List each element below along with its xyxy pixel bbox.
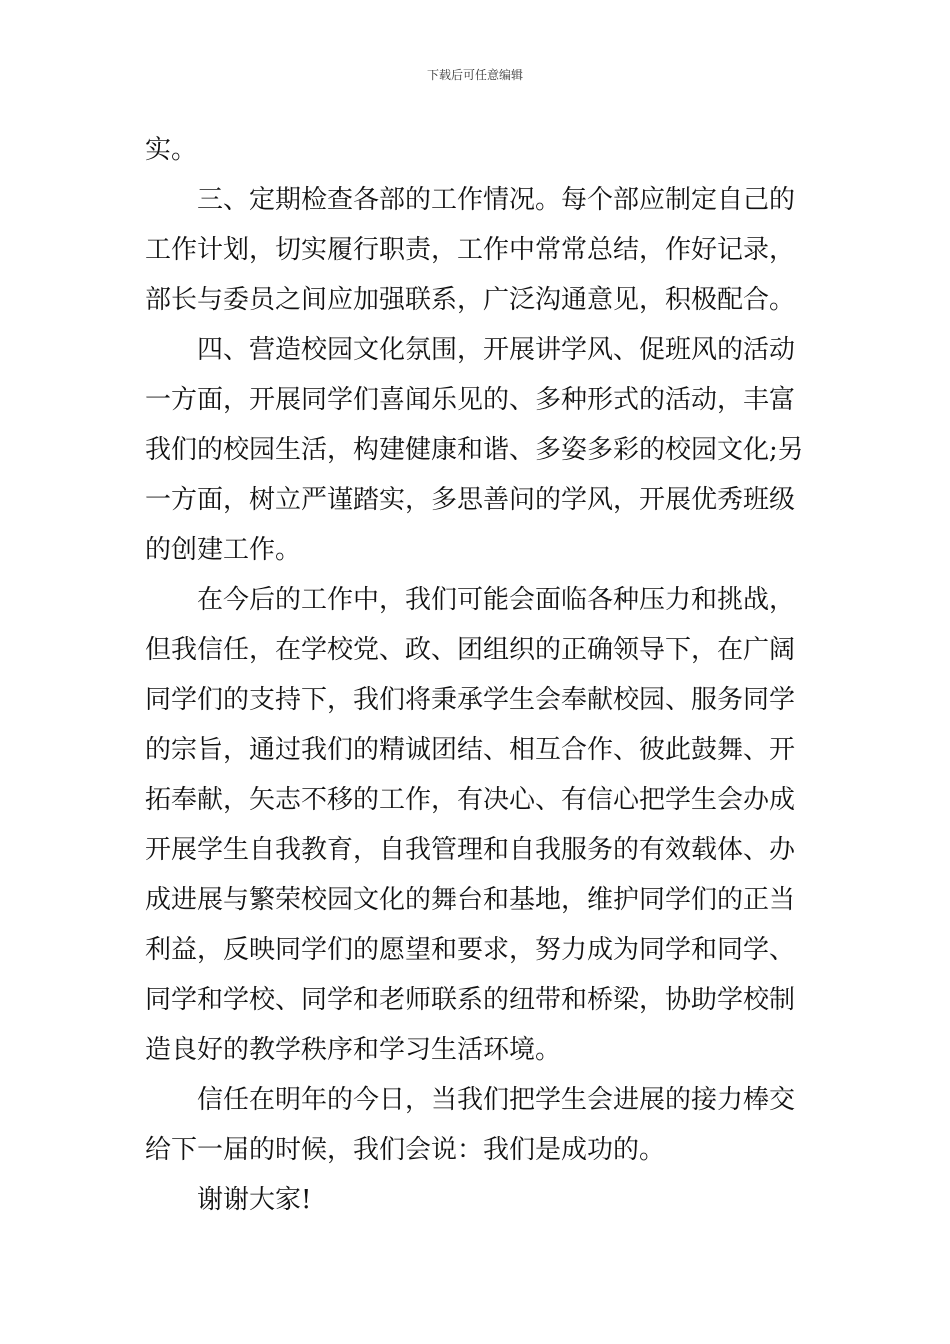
text-line: 信任在明年的今日，当我们把学生会进展的接力棒交	[197, 1085, 796, 1115]
text-line: 在今后的工作中，我们可能会面临各种压力和挑战，	[197, 585, 796, 615]
text-line: 三、定期检查各部的工作情况。每个部应制定自己的	[197, 185, 796, 215]
text-line: 一方面，树立严谨踏实，多思善问的学风，开展优秀班级	[145, 485, 796, 515]
text-line: 四、营造校园文化氛围，开展讲学风、促班风的活动	[197, 335, 796, 365]
text-line: 的创建工作。	[145, 535, 302, 565]
text-line: 利益，反映同学们的愿望和要求，努力成为同学和同学、	[145, 935, 796, 965]
page-header: 下载后可任意编辑	[426, 68, 523, 82]
text-line: 实。	[145, 135, 198, 165]
text-line: 谢谢大家!	[197, 1185, 312, 1215]
text-line: 给下一届的时候，我们会说：我们是成功的。	[145, 1135, 666, 1165]
text-line: 工作计划，切实履行职责，工作中常常总结，作好记录，	[145, 235, 796, 265]
text-line: 但我信任，在学校党、政、团组织的正确领导下，在广阔	[145, 635, 796, 665]
text-line: 同学和学校、同学和老师联系的纽带和桥梁，协助学校制	[145, 985, 796, 1015]
text-line: 同学们的支持下，我们将秉承学生会奉献校园、服务同学	[145, 685, 796, 715]
text-line: 成进展与繁荣校园文化的舞台和基地，维护同学们的正当	[145, 885, 796, 915]
text-line: 造良好的教学秩序和学习生活环境。	[145, 1035, 562, 1065]
text-line: 拓奉献，矢志不移的工作，有决心、有信心把学生会办成	[145, 785, 796, 815]
text-line: 一方面，开展同学们喜闻乐见的、多种形式的活动，丰富	[145, 385, 796, 415]
text-line: 我们的校园生活，构建健康和谐、多姿多彩的校园文化;另	[145, 435, 804, 465]
text-line: 部长与委员之间应加强联系，广泛沟通意见，积极配合。	[145, 285, 796, 315]
text-line: 的宗旨，通过我们的精诚团结、相互合作、彼此鼓舞、开	[145, 735, 796, 765]
text-line: 开展学生自我教育，自我管理和自我服务的有效载体、办	[145, 835, 796, 865]
